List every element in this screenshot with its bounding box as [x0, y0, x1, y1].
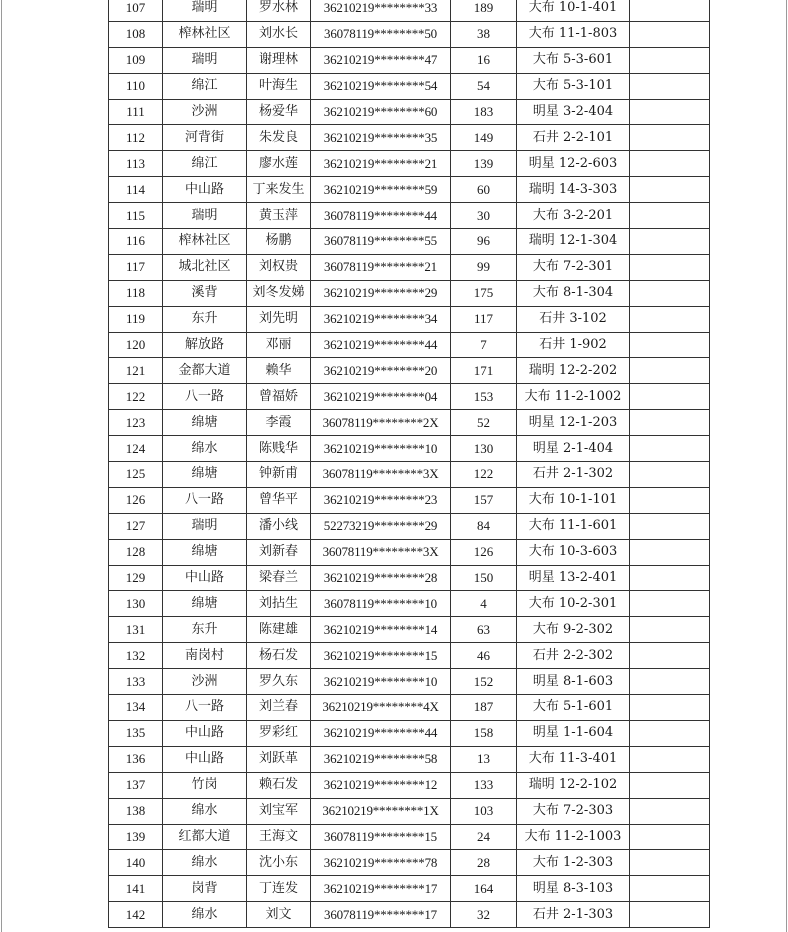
cell-address: 明星 8-3-103	[517, 876, 630, 902]
cell-address: 明星 3-2-404	[517, 99, 630, 125]
cell-empty	[630, 487, 710, 513]
cell-community: 河背街	[163, 125, 247, 151]
cell-community: 瑞明	[163, 0, 247, 21]
cell-empty	[630, 332, 710, 358]
cell-address: 大布 11-3-401	[517, 746, 630, 772]
cell-name: 廖水莲	[247, 151, 311, 177]
cell-address: 大布 5-3-101	[517, 73, 630, 99]
cell-community: 东升	[163, 617, 247, 643]
cell-empty	[630, 306, 710, 332]
cell-id-number: 36210219********34	[311, 306, 451, 332]
cell-id-number: 36078119********55	[311, 229, 451, 255]
cell-name: 陈贱华	[247, 436, 311, 462]
cell-community: 榨林社区	[163, 229, 247, 255]
cell-community: 解放路	[163, 332, 247, 358]
cell-id-number: 36210219********21	[311, 151, 451, 177]
cell-address: 大布 10-3-603	[517, 539, 630, 565]
table-row	[109, 177, 710, 203]
cell-community: 中山路	[163, 720, 247, 746]
cell-id-number: 36078119********21	[311, 254, 451, 280]
cell-number: 141	[109, 876, 163, 902]
cell-number: 123	[109, 410, 163, 436]
cell-id-number: 36210219********35	[311, 125, 451, 151]
cell-sequence: 16	[451, 47, 517, 73]
cell-number: 120	[109, 332, 163, 358]
cell-address: 石井 1-902	[517, 332, 630, 358]
cell-community: 沙洲	[163, 99, 247, 125]
cell-community: 榨林社区	[163, 21, 247, 47]
cell-name: 刘兰春	[247, 695, 311, 721]
cell-community: 八一路	[163, 384, 247, 410]
cell-name: 李霞	[247, 410, 311, 436]
cell-empty	[630, 254, 710, 280]
cell-sequence: 183	[451, 99, 517, 125]
cell-id-number: 36078119********3X	[311, 539, 451, 565]
cell-address: 明星 8-1-603	[517, 669, 630, 695]
cell-address: 瑞明 14-3-303	[517, 177, 630, 203]
cell-number: 116	[109, 229, 163, 255]
cell-id-number: 36210219********59	[311, 177, 451, 203]
cell-community: 南岗村	[163, 643, 247, 669]
cell-id-number: 36210219********29	[311, 280, 451, 306]
cell-number: 140	[109, 850, 163, 876]
cell-name: 朱发良	[247, 125, 311, 151]
cell-address: 大布 7-2-303	[517, 798, 630, 824]
cell-empty	[630, 384, 710, 410]
cell-empty	[630, 798, 710, 824]
cell-number: 138	[109, 798, 163, 824]
page-right-edge	[786, 0, 787, 932]
cell-empty	[630, 539, 710, 565]
cell-number: 136	[109, 746, 163, 772]
cell-name: 曾华平	[247, 487, 311, 513]
cell-sequence: 133	[451, 772, 517, 798]
cell-name: 邓丽	[247, 332, 311, 358]
cell-empty	[630, 99, 710, 125]
cell-name: 钟新甫	[247, 462, 311, 488]
cell-empty	[630, 591, 710, 617]
cell-number: 127	[109, 513, 163, 539]
table-row	[109, 203, 710, 229]
table-row	[109, 358, 710, 384]
cell-empty	[630, 902, 710, 928]
cell-sequence: 139	[451, 151, 517, 177]
cell-sequence: 150	[451, 565, 517, 591]
cell-name: 刘拈生	[247, 591, 311, 617]
cell-community: 瑞明	[163, 513, 247, 539]
cell-name: 黄玉萍	[247, 203, 311, 229]
cell-id-number: 36210219********10	[311, 669, 451, 695]
table-row	[109, 902, 710, 928]
table-row	[109, 617, 710, 643]
cell-address: 明星 2-1-404	[517, 436, 630, 462]
cell-number: 121	[109, 358, 163, 384]
cell-name: 陈建雄	[247, 617, 311, 643]
cell-number: 139	[109, 824, 163, 850]
cell-empty	[630, 47, 710, 73]
cell-empty	[630, 0, 710, 21]
cell-address: 大布 10-1-101	[517, 487, 630, 513]
cell-id-number: 36078119********50	[311, 21, 451, 47]
cell-empty	[630, 151, 710, 177]
cell-community: 沙洲	[163, 669, 247, 695]
cell-name: 刘水长	[247, 21, 311, 47]
table-row	[109, 151, 710, 177]
cell-number: 137	[109, 772, 163, 798]
cell-id-number: 36210219********54	[311, 73, 451, 99]
table-row	[109, 436, 710, 462]
cell-id-number: 36210219********12	[311, 772, 451, 798]
table-row	[109, 513, 710, 539]
cell-sequence: 46	[451, 643, 517, 669]
cell-community: 金都大道	[163, 358, 247, 384]
cell-sequence: 84	[451, 513, 517, 539]
cell-sequence: 103	[451, 798, 517, 824]
cell-number: 126	[109, 487, 163, 513]
cell-id-number: 36210219********14	[311, 617, 451, 643]
cell-sequence: 158	[451, 720, 517, 746]
cell-name: 梁春兰	[247, 565, 311, 591]
cell-number: 142	[109, 902, 163, 928]
cell-number: 110	[109, 73, 163, 99]
cell-community: 八一路	[163, 695, 247, 721]
table-row	[109, 695, 710, 721]
cell-id-number: 36210219********15	[311, 643, 451, 669]
cell-sequence: 52	[451, 410, 517, 436]
cell-sequence: 122	[451, 462, 517, 488]
cell-id-number: 36078119********2X	[311, 410, 451, 436]
table-row	[109, 772, 710, 798]
cell-community: 瑞明	[163, 203, 247, 229]
cell-name: 刘跃革	[247, 746, 311, 772]
cell-number: 113	[109, 151, 163, 177]
table-body	[109, 0, 710, 928]
cell-id-number: 36078119********17	[311, 902, 451, 928]
cell-address: 瑞明 12-1-304	[517, 229, 630, 255]
cell-number: 107	[109, 0, 163, 21]
page-left-edge	[1, 0, 2, 932]
cell-address: 大布 5-3-601	[517, 47, 630, 73]
table-row	[109, 591, 710, 617]
cell-empty	[630, 73, 710, 99]
cell-address: 大布 9-2-302	[517, 617, 630, 643]
cell-empty	[630, 436, 710, 462]
cell-id-number: 36078119********3X	[311, 462, 451, 488]
cell-sequence: 54	[451, 73, 517, 99]
cell-community: 绵水	[163, 850, 247, 876]
cell-address: 大布 10-1-401	[517, 0, 630, 21]
cell-id-number: 36210219********78	[311, 850, 451, 876]
cell-number: 109	[109, 47, 163, 73]
cell-empty	[630, 824, 710, 850]
cell-empty	[630, 720, 710, 746]
table-row	[109, 876, 710, 902]
cell-empty	[630, 203, 710, 229]
cell-name: 沈小东	[247, 850, 311, 876]
cell-sequence: 126	[451, 539, 517, 565]
cell-sequence: 32	[451, 902, 517, 928]
cell-address: 大布 11-1-803	[517, 21, 630, 47]
cell-community: 竹岗	[163, 772, 247, 798]
cell-sequence: 96	[451, 229, 517, 255]
table-row	[109, 99, 710, 125]
cell-number: 124	[109, 436, 163, 462]
cell-address: 石井 2-1-302	[517, 462, 630, 488]
cell-number: 112	[109, 125, 163, 151]
table-row	[109, 0, 710, 21]
cell-address: 大布 11-2-1002	[517, 384, 630, 410]
cell-empty	[630, 410, 710, 436]
cell-number: 131	[109, 617, 163, 643]
cell-community: 绵塘	[163, 591, 247, 617]
cell-name: 赖华	[247, 358, 311, 384]
cell-empty	[630, 695, 710, 721]
cell-sequence: 189	[451, 0, 517, 21]
cell-name: 丁连发	[247, 876, 311, 902]
table-row	[109, 229, 710, 255]
cell-id-number: 36210219********4X	[311, 695, 451, 721]
cell-empty	[630, 669, 710, 695]
table-row	[109, 720, 710, 746]
cell-community: 绵塘	[163, 410, 247, 436]
cell-id-number: 36210219********1X	[311, 798, 451, 824]
cell-sequence: 60	[451, 177, 517, 203]
cell-name: 赖石发	[247, 772, 311, 798]
cell-address: 明星 12-1-203	[517, 410, 630, 436]
cell-name: 刘先明	[247, 306, 311, 332]
cell-empty	[630, 513, 710, 539]
cell-id-number: 36078119********15	[311, 824, 451, 850]
cell-sequence: 38	[451, 21, 517, 47]
cell-address: 大布 7-2-301	[517, 254, 630, 280]
cell-community: 绵水	[163, 436, 247, 462]
housing-allocation-table	[108, 0, 710, 928]
table-row	[109, 539, 710, 565]
cell-id-number: 36210219********17	[311, 876, 451, 902]
cell-sequence: 7	[451, 332, 517, 358]
cell-community: 绵水	[163, 798, 247, 824]
table-row	[109, 47, 710, 73]
table-row	[109, 643, 710, 669]
cell-address: 明星 13-2-401	[517, 565, 630, 591]
cell-address: 石井 2-2-101	[517, 125, 630, 151]
cell-community: 中山路	[163, 177, 247, 203]
cell-address: 大布 10-2-301	[517, 591, 630, 617]
cell-number: 118	[109, 280, 163, 306]
cell-empty	[630, 617, 710, 643]
cell-id-number: 52273219********29	[311, 513, 451, 539]
table-row	[109, 280, 710, 306]
cell-empty	[630, 462, 710, 488]
cell-sequence: 130	[451, 436, 517, 462]
cell-empty	[630, 772, 710, 798]
cell-sequence: 157	[451, 487, 517, 513]
cell-number: 119	[109, 306, 163, 332]
cell-id-number: 36210219********44	[311, 720, 451, 746]
cell-empty	[630, 177, 710, 203]
cell-sequence: 175	[451, 280, 517, 306]
table-row	[109, 462, 710, 488]
cell-address: 大布 11-1-601	[517, 513, 630, 539]
cell-number: 114	[109, 177, 163, 203]
cell-id-number: 36210219********20	[311, 358, 451, 384]
cell-community: 八一路	[163, 487, 247, 513]
cell-community: 溪背	[163, 280, 247, 306]
cell-name: 罗彩红	[247, 720, 311, 746]
cell-community: 瑞明	[163, 47, 247, 73]
cell-community: 城北社区	[163, 254, 247, 280]
cell-empty	[630, 850, 710, 876]
cell-number: 132	[109, 643, 163, 669]
cell-name: 刘新春	[247, 539, 311, 565]
cell-name: 曾福娇	[247, 384, 311, 410]
cell-community: 绵江	[163, 73, 247, 99]
cell-sequence: 63	[451, 617, 517, 643]
cell-name: 刘冬发娣	[247, 280, 311, 306]
cell-name: 罗水林	[247, 0, 311, 21]
cell-sequence: 164	[451, 876, 517, 902]
table-row	[109, 332, 710, 358]
cell-empty	[630, 21, 710, 47]
cell-community: 岗背	[163, 876, 247, 902]
cell-community: 绵塘	[163, 539, 247, 565]
cell-name: 杨石发	[247, 643, 311, 669]
cell-id-number: 36078119********44	[311, 203, 451, 229]
table-row	[109, 824, 710, 850]
table-row	[109, 21, 710, 47]
cell-sequence: 149	[451, 125, 517, 151]
cell-name: 王海文	[247, 824, 311, 850]
cell-empty	[630, 358, 710, 384]
cell-address: 大布 11-2-1003	[517, 824, 630, 850]
cell-sequence: 24	[451, 824, 517, 850]
cell-name: 杨鹏	[247, 229, 311, 255]
cell-name: 罗久东	[247, 669, 311, 695]
cell-number: 134	[109, 695, 163, 721]
cell-address: 明星 12-2-603	[517, 151, 630, 177]
cell-sequence: 4	[451, 591, 517, 617]
table-row	[109, 487, 710, 513]
cell-address: 石井 2-1-303	[517, 902, 630, 928]
cell-id-number: 36210219********23	[311, 487, 451, 513]
cell-name: 潘小线	[247, 513, 311, 539]
cell-sequence: 187	[451, 695, 517, 721]
cell-number: 125	[109, 462, 163, 488]
cell-id-number: 36210219********28	[311, 565, 451, 591]
cell-name: 叶海生	[247, 73, 311, 99]
cell-number: 135	[109, 720, 163, 746]
cell-sequence: 171	[451, 358, 517, 384]
cell-address: 大布 3-2-201	[517, 203, 630, 229]
cell-community: 红都大道	[163, 824, 247, 850]
cell-community: 绵水	[163, 902, 247, 928]
cell-number: 108	[109, 21, 163, 47]
cell-number: 130	[109, 591, 163, 617]
cell-number: 122	[109, 384, 163, 410]
cell-id-number: 36210219********10	[311, 436, 451, 462]
table-row	[109, 384, 710, 410]
table-row	[109, 798, 710, 824]
table-row	[109, 669, 710, 695]
cell-name: 丁来发生	[247, 177, 311, 203]
cell-community: 中山路	[163, 746, 247, 772]
cell-number: 133	[109, 669, 163, 695]
cell-empty	[630, 280, 710, 306]
cell-id-number: 36210219********33	[311, 0, 451, 21]
cell-community: 中山路	[163, 565, 247, 591]
cell-address: 大布 5-1-601	[517, 695, 630, 721]
cell-community: 绵塘	[163, 462, 247, 488]
cell-id-number: 36210219********58	[311, 746, 451, 772]
cell-id-number: 36210219********60	[311, 99, 451, 125]
table-row	[109, 254, 710, 280]
cell-address: 石井 2-2-302	[517, 643, 630, 669]
cell-name: 谢理林	[247, 47, 311, 73]
cell-id-number: 36210219********44	[311, 332, 451, 358]
cell-address: 大布 1-2-303	[517, 850, 630, 876]
cell-address: 大布 8-1-304	[517, 280, 630, 306]
cell-address: 瑞明 12-2-102	[517, 772, 630, 798]
table-row	[109, 125, 710, 151]
cell-number: 111	[109, 99, 163, 125]
cell-id-number: 36078119********10	[311, 591, 451, 617]
cell-number: 128	[109, 539, 163, 565]
cell-community: 东升	[163, 306, 247, 332]
cell-name: 杨爱华	[247, 99, 311, 125]
cell-name: 刘文	[247, 902, 311, 928]
cell-name: 刘宝军	[247, 798, 311, 824]
table-row	[109, 850, 710, 876]
cell-number: 117	[109, 254, 163, 280]
cell-name: 刘权贵	[247, 254, 311, 280]
cell-address: 瑞明 12-2-202	[517, 358, 630, 384]
cell-sequence: 30	[451, 203, 517, 229]
table-row	[109, 410, 710, 436]
cell-address: 石井 3-102	[517, 306, 630, 332]
cell-sequence: 153	[451, 384, 517, 410]
cell-sequence: 28	[451, 850, 517, 876]
table-row	[109, 306, 710, 332]
cell-empty	[630, 643, 710, 669]
cell-sequence: 99	[451, 254, 517, 280]
cell-number: 115	[109, 203, 163, 229]
cell-sequence: 152	[451, 669, 517, 695]
cell-sequence: 13	[451, 746, 517, 772]
cell-id-number: 36210219********47	[311, 47, 451, 73]
table-row	[109, 565, 710, 591]
cell-empty	[630, 876, 710, 902]
table-row	[109, 746, 710, 772]
cell-sequence: 117	[451, 306, 517, 332]
cell-number: 129	[109, 565, 163, 591]
cell-empty	[630, 229, 710, 255]
table-row	[109, 73, 710, 99]
cell-empty	[630, 125, 710, 151]
cell-empty	[630, 746, 710, 772]
cell-community: 绵江	[163, 151, 247, 177]
cell-id-number: 36210219********04	[311, 384, 451, 410]
cell-address: 明星 1-1-604	[517, 720, 630, 746]
cell-empty	[630, 565, 710, 591]
